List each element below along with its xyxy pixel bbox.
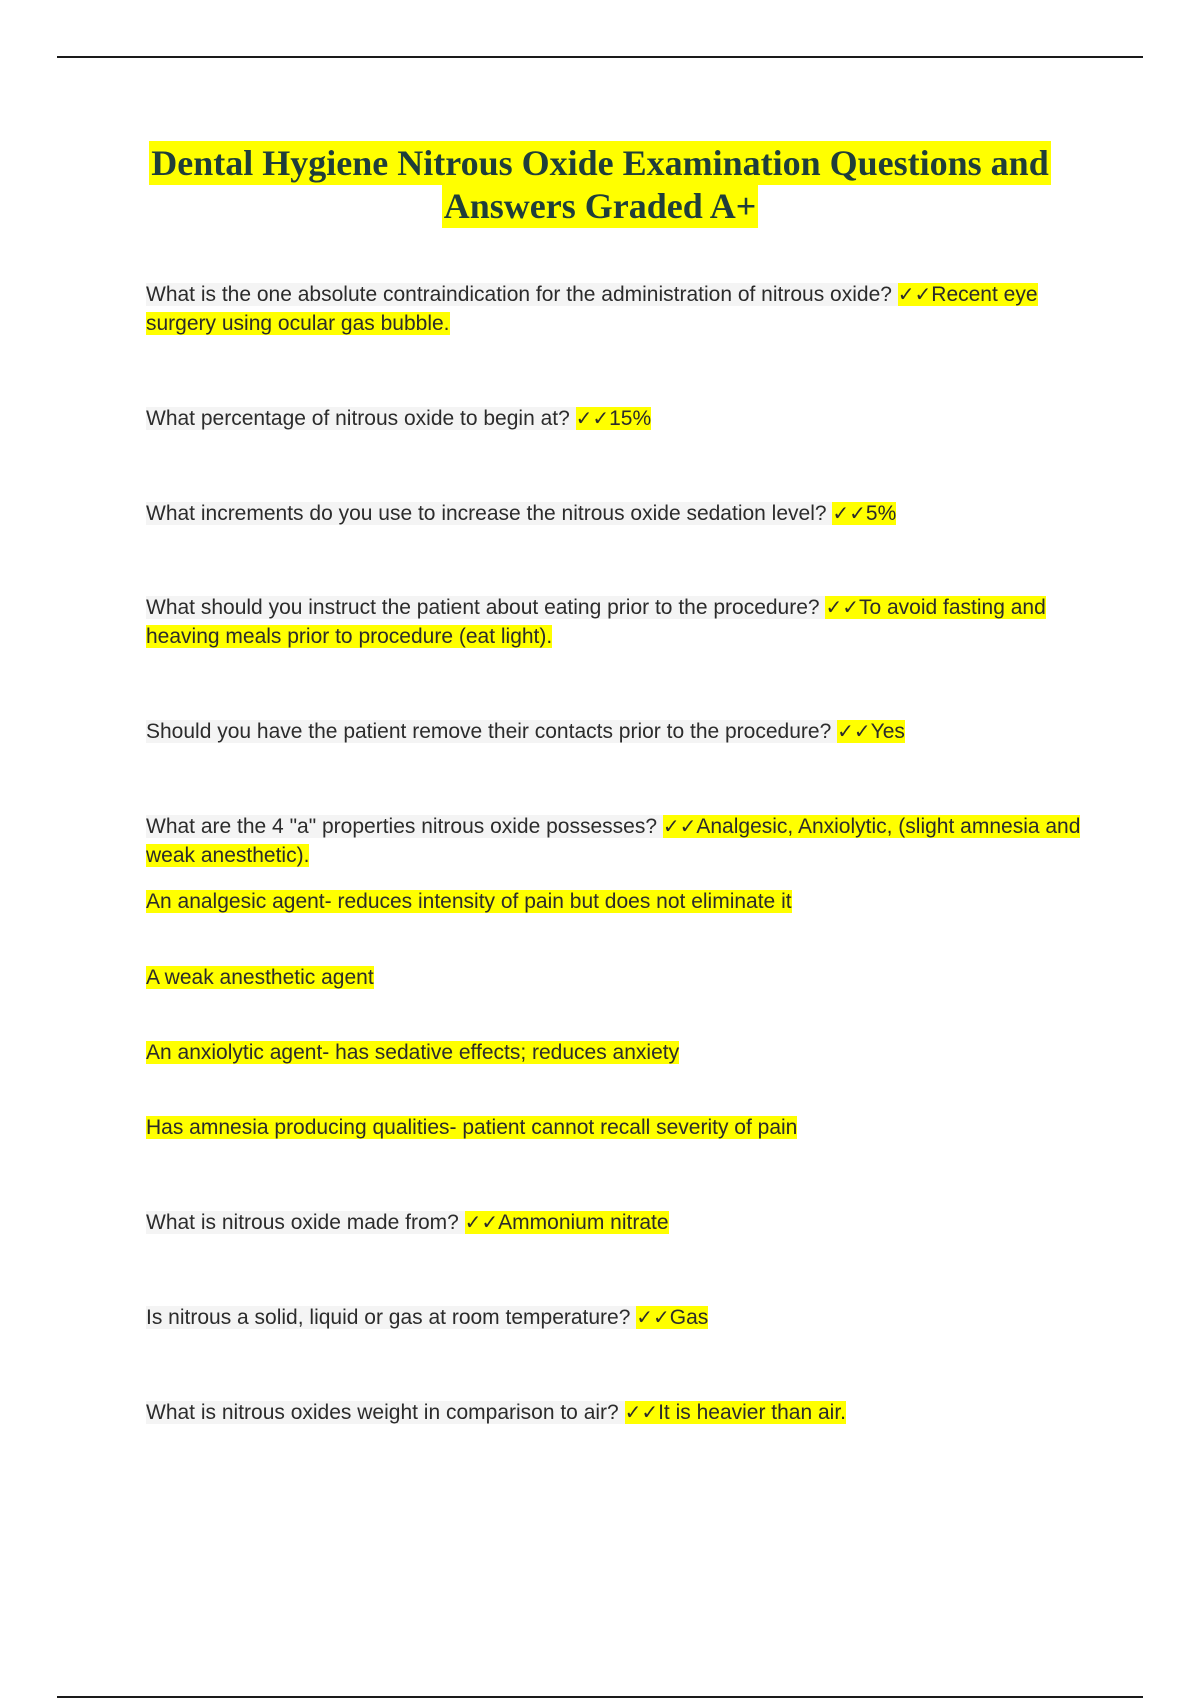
check-icon: ✓✓ <box>662 814 697 838</box>
answer-value: 5% <box>865 502 897 525</box>
qa-item-9 <box>146 1398 1096 1427</box>
answer-value: Analgesic, Anxiolytic, (slight amnesia and weak anesthetic). <box>146 815 1081 867</box>
answer-text <box>625 1401 846 1424</box>
document-title <box>110 142 1090 228</box>
property-text: An anxiolytic agent- has sedative effects; reduces anxiety <box>146 1041 680 1064</box>
answer-text <box>837 720 905 743</box>
answer-value: Recent eye surgery using ocular gas bubble. <box>146 283 1038 335</box>
question-text: What should you instruct the patient about eating prior to the procedure? <box>146 596 826 619</box>
property-item-2 <box>146 963 1096 992</box>
property-text: An analgesic agent- reduces intensity of pain but does not eliminate it <box>146 890 792 913</box>
answer-value: Gas <box>669 1306 709 1329</box>
question-text: What increments do you use to increase the nitrous oxide sedation level? <box>146 502 833 525</box>
property-item-3 <box>146 1038 1096 1067</box>
question-text: What are the 4 "a" properties nitrous oxide possesses? <box>146 815 663 838</box>
answer-value: Ammonium nitrate <box>498 1211 669 1234</box>
property-item-4 <box>146 1113 1096 1142</box>
check-icon: ✓✓ <box>464 1210 499 1234</box>
question-text: What is nitrous oxides weight in comparison to air? <box>146 1401 625 1424</box>
answer-value: It is heavier than air. <box>658 1401 847 1424</box>
check-icon: ✓✓ <box>624 1400 659 1424</box>
question-text: What is nitrous oxide made from? <box>146 1211 465 1234</box>
question-text: What is the one absolute contraindication for the administration of nitrous oxide? <box>146 283 898 306</box>
qa-item-8 <box>146 1303 1096 1332</box>
property-text: Has amnesia producing qualities- patient cannot recall severity of pain <box>146 1116 798 1139</box>
question-text: Should you have the patient remove their contacts prior to the procedure? <box>146 720 838 743</box>
document-title-text: Dental Hygiene Nitrous Oxide Examination Questions and Answers Graded A+ <box>151 143 1049 226</box>
property-text: A weak anesthetic agent <box>146 966 374 989</box>
qa-item-5 <box>146 717 1096 746</box>
question-text: What percentage of nitrous oxide to begin at? <box>146 407 576 430</box>
property-item-1 <box>146 887 1096 916</box>
qa-item-1 <box>146 280 1096 338</box>
answer-text <box>576 407 652 430</box>
answer-value: To avoid fasting and heaving meals prior to procedure (eat light). <box>146 596 1046 648</box>
check-icon: ✓✓ <box>897 282 932 306</box>
check-icon: ✓✓ <box>825 595 859 619</box>
answer-text <box>465 1211 669 1234</box>
qa-item-6 <box>146 812 1096 870</box>
answer-text <box>636 1306 708 1329</box>
qa-item-3 <box>146 499 1096 528</box>
check-icon: ✓✓ <box>575 406 610 430</box>
qa-item-2 <box>146 404 1096 433</box>
check-icon: ✓✓ <box>837 719 871 743</box>
answer-value: Yes <box>870 720 905 743</box>
answer-text <box>832 502 896 525</box>
qa-item-7 <box>146 1208 1096 1237</box>
check-icon: ✓✓ <box>832 501 866 525</box>
check-icon: ✓✓ <box>636 1305 670 1329</box>
qa-item-4 <box>146 593 1096 651</box>
answer-value: 15% <box>609 407 652 430</box>
bottom-rule <box>57 1696 1143 1698</box>
question-text: Is nitrous a solid, liquid or gas at room temperature? <box>146 1306 637 1329</box>
top-rule <box>57 56 1143 58</box>
